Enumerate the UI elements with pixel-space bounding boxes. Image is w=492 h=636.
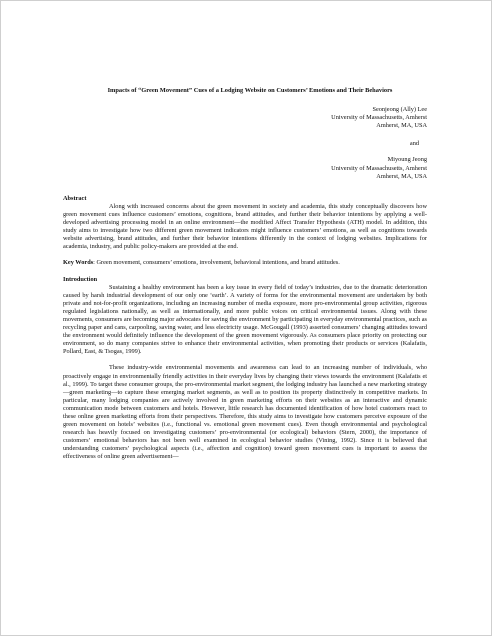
author-block-1 (297, 106, 427, 130)
author-affiliation: University of Massachusetts, Amherst (331, 114, 427, 122)
introduction-heading: Introduction (63, 275, 98, 283)
author-location: Amherst, MA, USA (376, 172, 427, 180)
author-affiliation: University of Massachusetts, Amherst (331, 164, 427, 172)
author-block-2 (297, 156, 427, 180)
paragraph-gap (63, 356, 427, 364)
author-name: Miyoung Jeong (387, 156, 427, 164)
introduction-paragraph-1: Sustaining a healthy environment has been a key issue in every field of today’s industries, due to the dramatic deterioration caused by harsh industrial development of our only one ‘earth’. A variety of forms for the environmental movement are undertaken by both private and not-for-profit organizations, including an increasing number of media exposure, more pro-environmental group activities, rigorous regulated legislations nationally, as well as internationally, and more public voices on critical environmental issues. Along with these movements, consumers are becoming major advocates for saving the environment by participating in everyday environmental practices, such as recycling paper and cans, carpooling, saving water, and less electricity usage. McGougall (1993) asserted consumers’ changing attitudes toward the environment would definitely influence the development of the green movement vigorously. As consumers place priority on protecting our environment, so do many companies strive to enhance their environmental activities, when promoting their products or services (Kalafatis, Pollard, East, & Tsogas, 1999). (63, 283, 427, 356)
abstract-text: Along with increased concerns about the green movement in society and academia, this study conceptually discovers how green movement cues influence customers’ emotions, cognitions, brand attitudes, and further their behavior intentions by applying a well-developed advertising processing model in an online environment—the modified Affect Transfer Hypothesis (ATH) model. In addition, this study aims to investigate how two different green movement indicators might influence customers’ emotions, as well as cognitions towards website advertising, brand attitudes, and further their behavior intentions differently in the context of lodging websites. Implications for academia, industry, and public policy-makers are provided at the end. (63, 202, 427, 251)
abstract-heading: Abstract (63, 194, 87, 202)
author-name: Seonjeong (Ally) Lee (372, 106, 427, 114)
introduction-paragraph-2: These industry-wide environmental movements and awareness can lead to an increasing number of individuals, who proactively engage in environmentally friendly activities in their everyday lives by changing their views towards the environment (Kalafatis et al., 1999). To target these consumer groups, the pro-environmental market segment, the lodging industry has launched a new marketing strategy—green marketing—to capture these emerging market segments, as well as to position its property distinctively in competitive markets. In particular, many lodging companies are actively involved in green marketing efforts on their websites as an interactive and dynamic communication mode between customers and hotels. However, little research has documented identification of how hotel customers react to these online green marketing efforts from their perspectives. Therefore, this study aims to investigate how customers perceive exposure of the green movement on hotels’ websites (i.e., functional vs. emotional green movement cues). Even though environmental and psychological research has heavily focused on investigating customers’ pro-environmental (or ecological) behaviors (Stern, 2000), the importance of customers’ emotional behaviors has not been well examined in ecological behavior studies (Vining, 1992). Since it is believed that understanding customers’ psychological aspects (i.e., affection and cognition) toward green movement cues is important to assess the effectiveness of online green advertisement— (63, 364, 427, 461)
author-separator: and (409, 140, 419, 148)
keywords-line (63, 259, 427, 267)
paper-title: Impacts of “Green Movement” Cues of a Lodging Website on Customers’ Emotions and Their Behaviors (107, 87, 393, 94)
author-location: Amherst, MA, USA (376, 122, 427, 130)
keywords-label: Key Words (63, 259, 94, 267)
keywords-text: : Green movement, consumers’ emotions, involvement, behavioral intentions, and brand attitudes. (93, 259, 340, 267)
